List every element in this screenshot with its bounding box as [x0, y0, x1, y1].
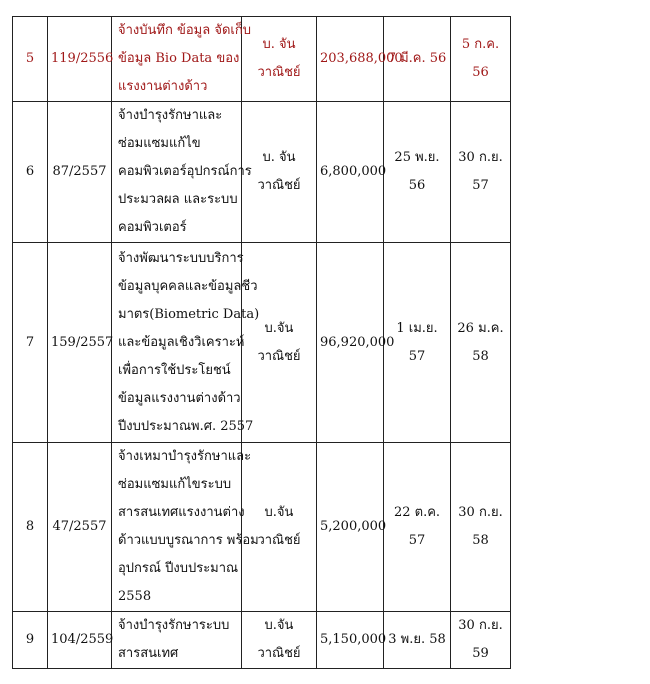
amount-cell: 6,800,000 — [317, 102, 384, 243]
description-line: ซ่อมแซมแก้ไขระบบ — [118, 477, 232, 492]
start-date-cell: 3 พ.ย. 58 — [384, 612, 451, 669]
description-line: เพื่อการใช้ประโยชน์ — [118, 362, 231, 378]
description-cell — [112, 612, 242, 669]
row-number-cell: 6 — [13, 102, 48, 243]
description-line: ข้อมูลบุคคลและข้อมูลชีว — [118, 278, 258, 294]
amount-cell: 5,150,000 — [317, 612, 384, 669]
row-number-cell: 8 — [13, 443, 48, 612]
description-line: ข้อมูลแรงงานต่างด้าว — [118, 390, 241, 406]
description-line: ปีงบประมาณพ.ศ. 2557 — [118, 418, 254, 434]
description-line: ด้าวแบบบูรณาการ พร้อม — [118, 533, 259, 548]
table-row — [13, 17, 511, 102]
contract-number-cell: 159/2557 — [48, 243, 112, 443]
description-line: มาตร(Biometric Data) — [118, 306, 260, 322]
contracts-table — [12, 16, 511, 669]
description-line: จ้างบำรุงรักษาระบบ — [118, 618, 230, 633]
row-number-cell: 9 — [13, 612, 48, 669]
vendor-cell: บ. จันวาณิชย์ — [242, 17, 317, 102]
contract-number-cell: 47/2557 — [48, 443, 112, 612]
start-date-cell: 22 ต.ค. 57 — [384, 443, 451, 612]
description-line: จ้างบันทึก ข้อมูล จัดเก็บ — [118, 23, 251, 38]
table-row — [13, 243, 511, 443]
description-line: อุปกรณ์ ปีงบประมาณ — [118, 561, 239, 576]
vendor-cell: บ. จันวาณิชย์ — [242, 102, 317, 243]
description-line: สารสนเทศแรงงานต่าง — [118, 505, 245, 520]
description-cell — [112, 243, 260, 443]
description-line: ข้อมูล Bio Data ของ — [118, 51, 240, 66]
row-number-cell: 5 — [13, 17, 48, 102]
description-line: 2558 — [118, 589, 152, 604]
vendor-cell: บ.จันวาณิชย์ — [242, 612, 317, 669]
end-date-cell: 30 ก.ย. 57 — [451, 102, 511, 243]
description-line: คอมพิวเตอร์ — [118, 220, 187, 235]
description-line: ประมวลผล และระบบ — [118, 192, 238, 207]
contract-number-cell: 87/2557 — [48, 102, 112, 243]
start-date-cell: 1 เม.ย. 57 — [384, 243, 451, 443]
description-cell — [112, 17, 251, 102]
description-line: สารสนเทศ — [118, 646, 179, 661]
amount-cell: 203,688,000 — [317, 17, 384, 102]
row-number-cell: 7 — [13, 243, 48, 443]
table-row — [13, 612, 511, 669]
end-date-cell: 30 ก.ย. 59 — [451, 612, 511, 669]
start-date-cell: 25 พ.ย. 56 — [384, 102, 451, 243]
vendor-cell: บ.จันวาณิชย์ — [242, 443, 317, 612]
amount-cell: 96,920,000 — [317, 243, 384, 443]
start-date-cell: 7 มี.ค. 56 — [384, 17, 451, 102]
description-line: คอมพิวเตอร์อุปกรณ์การ — [118, 164, 252, 179]
description-cell — [112, 102, 252, 243]
description-line: ซ่อมแซมแก้ไข — [118, 136, 201, 151]
description-line: แรงงานต่างด้าว — [118, 79, 208, 94]
contract-number-cell: 104/2559 — [48, 612, 112, 669]
description-line: และข้อมูลเชิงวิเคราะห์ — [118, 334, 245, 350]
amount-cell: 5,200,000 — [317, 443, 384, 612]
end-date-cell: 5 ก.ค. 56 — [451, 17, 511, 102]
description-cell — [112, 443, 259, 612]
contract-number-cell: 119/2556 — [48, 17, 112, 102]
description-line: จ้างเหมาบำรุงรักษาและ — [118, 449, 252, 464]
vendor-cell: บ.จันวาณิชย์ — [242, 243, 317, 443]
end-date-cell: 26 ม.ค. 58 — [451, 243, 511, 443]
table-row — [13, 102, 511, 243]
description-line: จ้างบำรุงรักษาและ — [118, 108, 223, 123]
table-row — [13, 443, 511, 612]
description-line: จ้างพัฒนาระบบบริการ — [118, 250, 244, 266]
end-date-cell: 30 ก.ย. 58 — [451, 443, 511, 612]
